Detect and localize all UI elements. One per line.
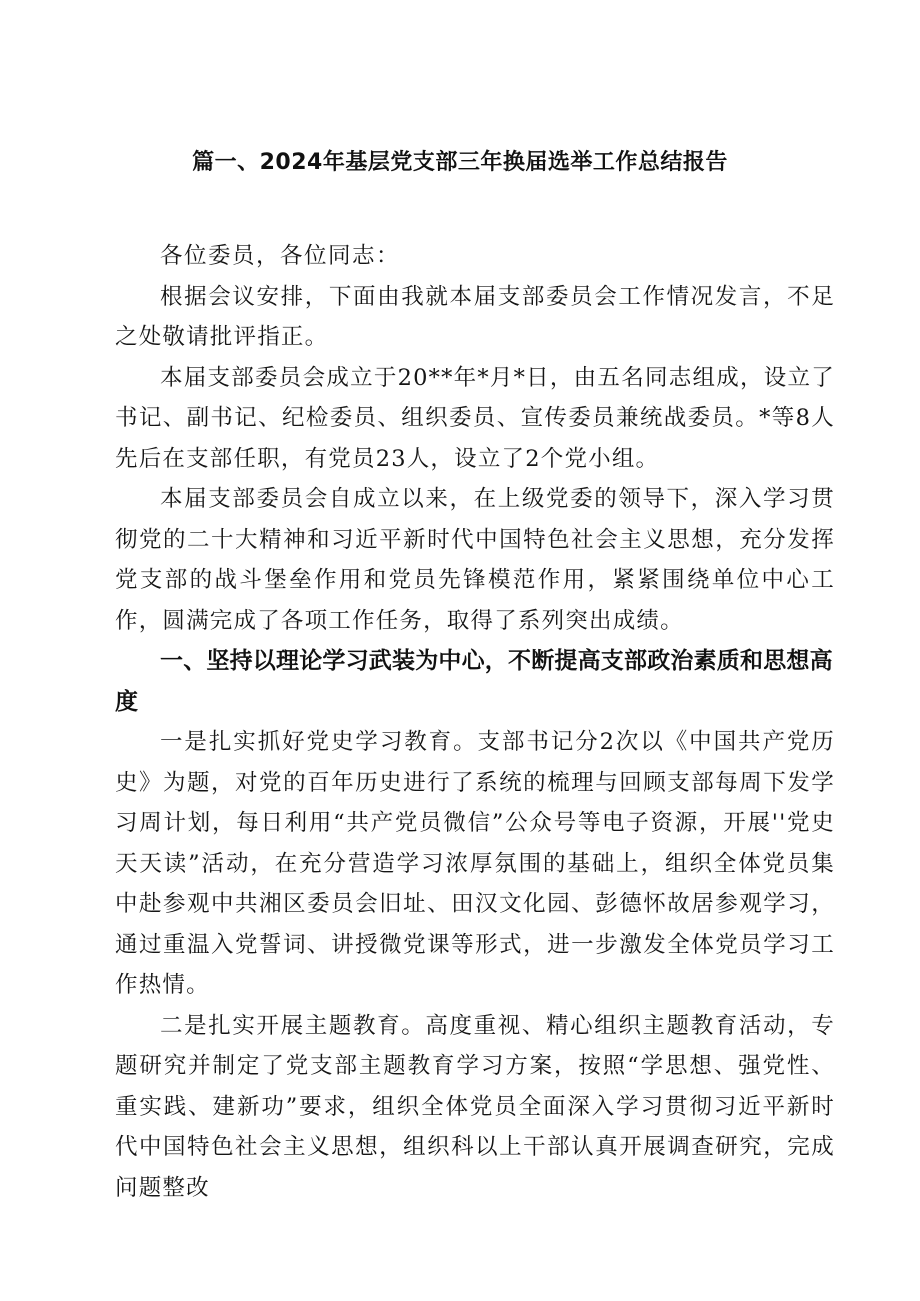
paragraph-achievements-overview: 本届支部委员会自成立以来，在上级党委的领导下，深入学习贯彻党的二十大精神和习近平新时代中国特色社会主义思想，充分发挥党支部的战斗堡垒作用和党员先锋模范作用，紧紧围绕单位中心工作，圆满完成了各项工作任务，取得了系列突出成绩。 — [115, 486, 835, 634]
paragraph-committee-composition: 本届支部委员会成立于20**年*月*日，由五名同志组成，设立了书记、副书记、纪检委员、组织委员、宣传委员兼统战委员。*等8人先后在支部任职，有党员23人，设立了2个党小组。 — [115, 364, 835, 472]
document-body — [115, 236, 835, 1208]
paragraph-opening: 根据会议安排，下面由我就本届支部委员会工作情况发言，不足之处敬请批评指正。 — [115, 283, 835, 350]
salutation: 各位委员，各位同志： — [160, 243, 401, 269]
section-heading: 一、坚持以理论学习武装为中心，不断提高支部政治素质和思想高度 — [115, 648, 833, 715]
paragraph-theme-education: 二是扎实开展主题教育。高度重视、精心组织主题教育活动，专题研究并制定了党支部主题教育学习方案，按照“学思想、强党性、重实践、建新功”要求，组织全体党员全面深入学习贯彻习近平新时代中国特色社会主义思想，组织科以上干部认真开展调查研究，完成问题整改 — [115, 1012, 835, 1201]
paragraph-party-history-education: 一是扎实抓好党史学习教育。支部书记分2次以《中国共产党历史》为题，对党的百年历史进行了系统的梳理与回顾支部每周下发学习周计划，每日利用“共产党员微信”公众号等电子资源，开展''党史天天读”活动，在充分营造学习浓厚氛围的基础上，组织全体党员集中赴参观中共湘区委员会旧址、田汉文化园、彭德怀故居参观学习，通过重温入党誓词、讲授微党课等形式，进一步激发全体党员学习工作热情。 — [115, 729, 835, 998]
document-title: 篇一、2024年基层党支部三年换届选举工作总结报告 — [192, 150, 728, 175]
